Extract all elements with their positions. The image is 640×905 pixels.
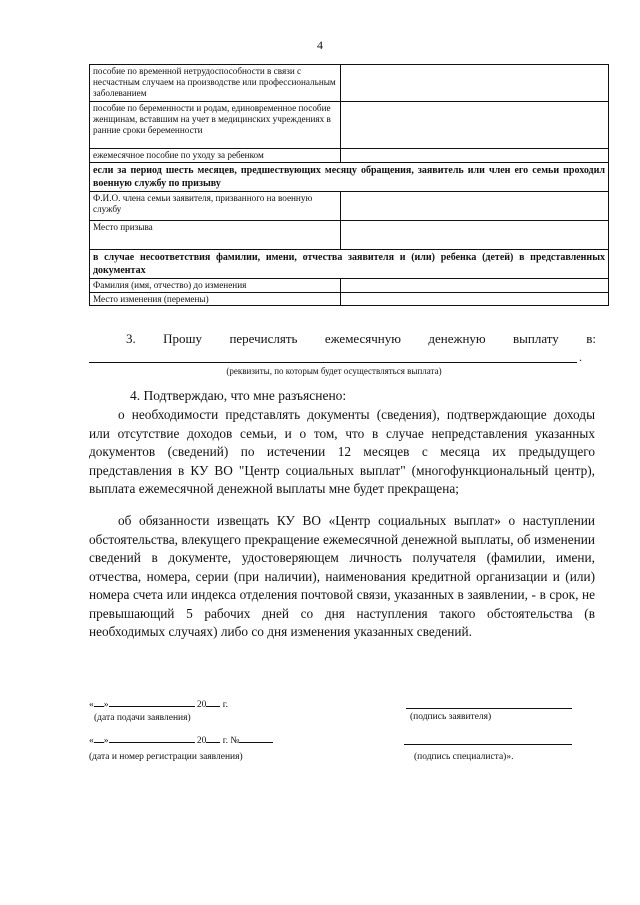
- table-row: [90, 65, 609, 102]
- table-row: [90, 102, 609, 149]
- row-label: Место изменения (перемены): [90, 292, 341, 306]
- specialist-signature-label: (подпись специалиста)».: [414, 752, 514, 762]
- year-prefix: 20: [196, 700, 207, 710]
- item3-word: Прошу: [163, 331, 203, 346]
- applicant-signature-line: [406, 708, 572, 709]
- page-number: 4: [317, 38, 323, 52]
- item3-word: 3.: [126, 331, 136, 346]
- row-value: [341, 292, 609, 306]
- submission-date-label: (дата подачи заявления): [94, 713, 191, 723]
- bank-details-line: [89, 362, 577, 363]
- year-blank: [206, 706, 220, 707]
- military-section-header: если за период шесть месяцев, предшествующих месяцу обращения, заявитель или член его семьи проходил военную службу по призыву: [90, 162, 609, 191]
- row-label: пособие по беременности и родам, единовременное пособие женщинам, вставшим на учет в медицинских учреждениях в ранние сроки беременности: [90, 102, 341, 149]
- number-suffix: г. №: [222, 736, 240, 746]
- item4-paragraph-1: о необходимости представлять документы (сведения), подтверждающие доходы или отсутствие доходов семьи, и о том, что в случае непредставления указанных документов (сведений) по истечении 12 месяцев с месяца их предыдущего представления в КУ ВО "Центр социальных выплат" (многофункциональный центр), выплата ежемесячной денежной выплаты мне будет прекращена;: [89, 407, 595, 496]
- item4-paragraph-2: об обязанности извещать КУ ВО «Центр социальных выплат» о наступлении обстоятельства, влекущего прекращение ежемесячной денежной выплаты, об изменении сведений в документе, удостоверяющем личность получателя (фамилии, имени, отчества, номера, серии (при наличии), наименования кредитной организации и (или) номера счета или индекса отделения почтовой связи, указанных в заявлении, - в срок, не превышающий 5 рабочих дней со дня наступления такого обстоятельства (в необходимых случаях) либо со дня изменения указанных сведений.: [89, 513, 595, 639]
- registration-label: (дата и номер регистрации заявления): [89, 752, 243, 762]
- table-row: [90, 191, 609, 220]
- row-label: Ф.И.О. члена семьи заявителя, призванного на военную службу: [90, 191, 341, 220]
- section-header-row: [90, 162, 609, 191]
- mismatch-section-header: в случае несоответствия фамилии, имени, отчества заявителя и (или) ребенка (детей) в представленных документах: [90, 249, 609, 278]
- specialist-signature-line: [404, 744, 572, 745]
- row-value: [341, 220, 609, 249]
- row-value: [341, 278, 609, 292]
- item3-word: перечислять: [229, 331, 298, 346]
- applicant-signature-label: (подпись заявителя): [410, 712, 492, 722]
- row-value: [341, 102, 609, 149]
- item3-word: ежемесячную: [324, 331, 401, 346]
- close-quote: »: [103, 700, 109, 710]
- submission-date-field: [89, 700, 228, 710]
- item4-title: 4. Подтверждаю, что мне разъяснено:: [130, 388, 347, 403]
- row-label: Фамилия (имя, отчество) до изменения: [90, 278, 341, 292]
- month-blank: [109, 742, 195, 743]
- bank-details-hint: (реквизиты, по которым будет осуществляться выплата): [226, 366, 442, 376]
- open-quote: «: [89, 700, 94, 710]
- day-blank: [94, 742, 104, 743]
- row-value: [341, 149, 609, 163]
- month-blank: [109, 706, 195, 707]
- item3-request: [126, 331, 596, 347]
- row-label: пособие по временной нетрудоспособности в связи с несчастным случаем на производстве или профессиональным заболеванием: [90, 65, 341, 102]
- row-label: ежемесячное пособие по уходу за ребенком: [90, 149, 341, 163]
- table-row: [90, 278, 609, 292]
- day-blank: [94, 706, 104, 707]
- table-row: [90, 149, 609, 163]
- table-row: [90, 292, 609, 306]
- item3-word: выплату: [513, 331, 559, 346]
- row-value: [341, 65, 609, 102]
- open-quote: «: [89, 736, 94, 746]
- row-label: Место призыва: [90, 220, 341, 249]
- reg-number-blank: [239, 742, 273, 743]
- row-value: [341, 191, 609, 220]
- benefits-table: [89, 64, 609, 306]
- line-end-dot: .: [579, 350, 582, 364]
- year-blank: [206, 742, 220, 743]
- year-prefix: 20: [196, 736, 207, 746]
- item3-word: в:: [586, 331, 596, 346]
- item3-word: денежную: [428, 331, 486, 346]
- section-header-row: [90, 249, 609, 278]
- table-row: [90, 220, 609, 249]
- close-quote: »: [103, 736, 109, 746]
- year-suffix: г.: [222, 700, 228, 710]
- registration-field: [89, 736, 273, 746]
